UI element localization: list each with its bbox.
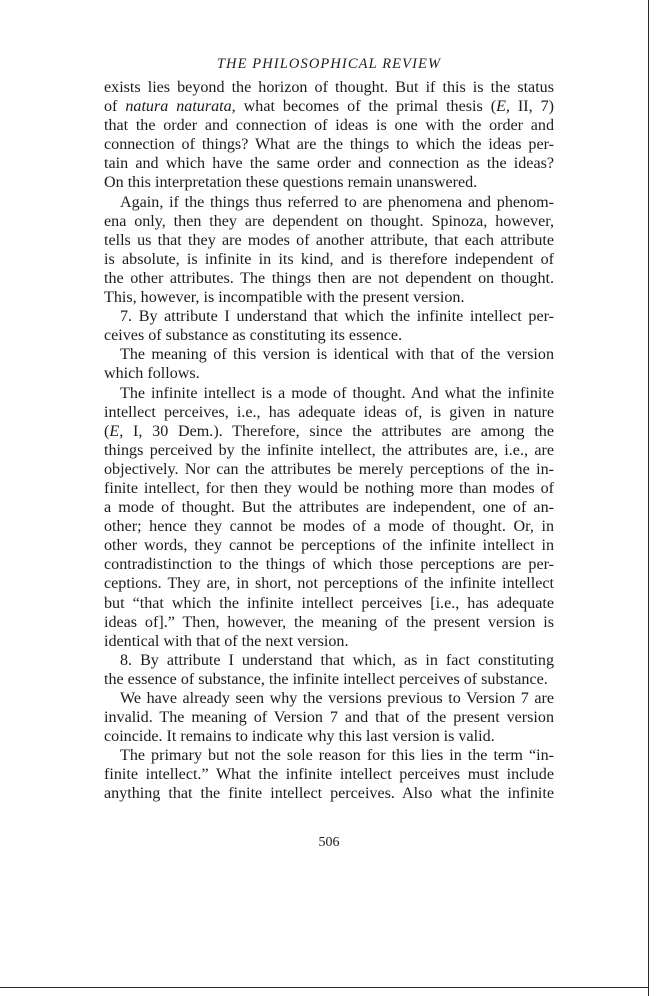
text-line <box>104 555 554 574</box>
text-line <box>104 307 554 326</box>
text-line <box>104 479 554 498</box>
text-line <box>104 403 554 422</box>
text-run: the essence of substance, the infinite intellect perceives of substance. <box>104 670 548 688</box>
text-line <box>104 154 554 173</box>
text-line <box>104 765 554 784</box>
text-line <box>104 422 554 441</box>
text-line <box>104 173 554 192</box>
text-run: coincide. It remains to indicate why this last version is valid. <box>104 728 495 746</box>
text-run: of <box>104 98 126 116</box>
text-run: the other attributes. The things then are not dependent on thought. <box>104 269 554 287</box>
text-run: intellect perceives, i.e., has adequate ideas of, is given in nature <box>104 403 554 421</box>
text-run: finite intellect.” What the infinite intellect perceives must include <box>104 766 554 784</box>
text-run: other; hence they cannot be modes of a mode of thought. Or, in <box>104 518 554 536</box>
page-edge-right <box>648 0 649 996</box>
text-line <box>104 670 554 689</box>
text-line <box>104 460 554 479</box>
text-run: which follows. <box>104 365 200 383</box>
text-run: The primary but not the sole reason for this lies in the term “in- <box>120 747 554 765</box>
text-run: We have already seen why the versions previous to Version 7 are <box>120 690 554 707</box>
text-line <box>104 632 554 651</box>
text-line <box>104 212 554 231</box>
text-line <box>104 384 554 403</box>
text-run: ceives of substance as constituting its essence. <box>104 327 403 345</box>
text-line <box>104 345 554 364</box>
text-line <box>104 517 554 536</box>
text-line <box>104 441 554 460</box>
text-line <box>104 97 554 116</box>
text-run: a mode of thought. But the attributes are independent, one of an- <box>104 499 554 517</box>
text-run: anything that the finite intellect perceives. Also what the infinite <box>104 785 554 803</box>
text-run: 8. By attribute I understand that which, as in fact constituting <box>120 651 554 669</box>
text-run: invalid. The meaning of Version 7 and that of the present version <box>104 709 554 727</box>
text-line <box>104 498 554 517</box>
text-run: what becomes of the primal thesis ( <box>235 98 497 116</box>
text-run: ( <box>104 422 110 440</box>
text-run: tells us that they are modes of another attribute, that each attribute <box>104 231 554 249</box>
italic-term: natura naturata, <box>125 98 236 116</box>
text-run: exists lies beyond the horizon of thought. But if this is the status <box>104 79 554 96</box>
text-run: tain and which have the same order and connection as the ideas? <box>104 155 554 173</box>
italic-term: E, <box>496 98 510 116</box>
running-head: THE PHILOSOPHICAL REVIEW <box>216 56 442 72</box>
text-run: contradistinction to the things of which those perceptions are per- <box>104 556 554 574</box>
text-line <box>104 364 554 383</box>
text-run: but “that which the infinite intellect perceives [i.e., has adequate <box>104 594 554 612</box>
page-edge-bottom <box>0 987 649 988</box>
page-number: 506 <box>318 835 340 850</box>
text-line <box>104 613 554 632</box>
text-line <box>104 594 554 613</box>
text-run: ena only, then they are dependent on thought. Spinoza, however, <box>104 212 554 230</box>
text-run: The infinite intellect is a mode of thought. And what the infinite <box>120 384 554 402</box>
text-line <box>104 116 554 135</box>
italic-term: E, <box>109 422 124 440</box>
text-line <box>104 326 554 345</box>
text-line <box>104 193 554 212</box>
text-line <box>104 651 554 670</box>
text-line <box>104 536 554 555</box>
text-line <box>104 708 554 727</box>
text-run: finite intellect, for then they would be nothing more than modes of <box>104 479 554 497</box>
text-run: ceptions. They are, in short, not perceptions of the infinite intellect <box>104 575 554 593</box>
text-run: 7. By attribute I understand that which the infinite intellect per- <box>120 308 554 326</box>
text-run: is absolute, is infinite in its kind, and is therefore independent of <box>104 250 554 268</box>
text-line <box>104 78 554 97</box>
text-run: This, however, is incompatible with the present version. <box>104 289 465 307</box>
text-run: objectively. Nor can the attributes be merely perceptions of the in- <box>104 460 554 478</box>
text-line <box>104 746 554 765</box>
text-run: connection of things? What are the things to which the ideas per- <box>104 136 554 154</box>
text-line <box>104 689 554 708</box>
text-line <box>104 574 554 593</box>
text-run: ideas of].” Then, however, the meaning of the present version is <box>104 613 554 631</box>
text-line <box>104 269 554 288</box>
text-line <box>104 288 554 307</box>
text-run: that the order and connection of ideas is one with the order and <box>104 117 554 135</box>
text-run: The meaning of this version is identical with that of the version <box>120 346 554 364</box>
text-run: identical with that of the next version. <box>104 632 349 650</box>
text-run: II, 7) <box>509 98 554 116</box>
text-line <box>104 135 554 154</box>
text-run: Again, if the things thus referred to are phenomena and phenom- <box>120 193 554 211</box>
text-run: things perceived by the infinite intellect, the attributes are, i.e., are <box>104 441 554 459</box>
text-run: I, 30 Dem.). Therefore, since the attributes are among the <box>123 422 554 440</box>
text-line <box>104 784 554 803</box>
text-run: other words, they cannot be perceptions of the infinite intellect in <box>104 537 554 555</box>
text-line <box>104 727 554 746</box>
text-line <box>104 231 554 250</box>
text-run: On this interpretation these questions remain unanswered. <box>104 174 478 192</box>
text-line <box>104 250 554 269</box>
body-text <box>104 78 554 804</box>
